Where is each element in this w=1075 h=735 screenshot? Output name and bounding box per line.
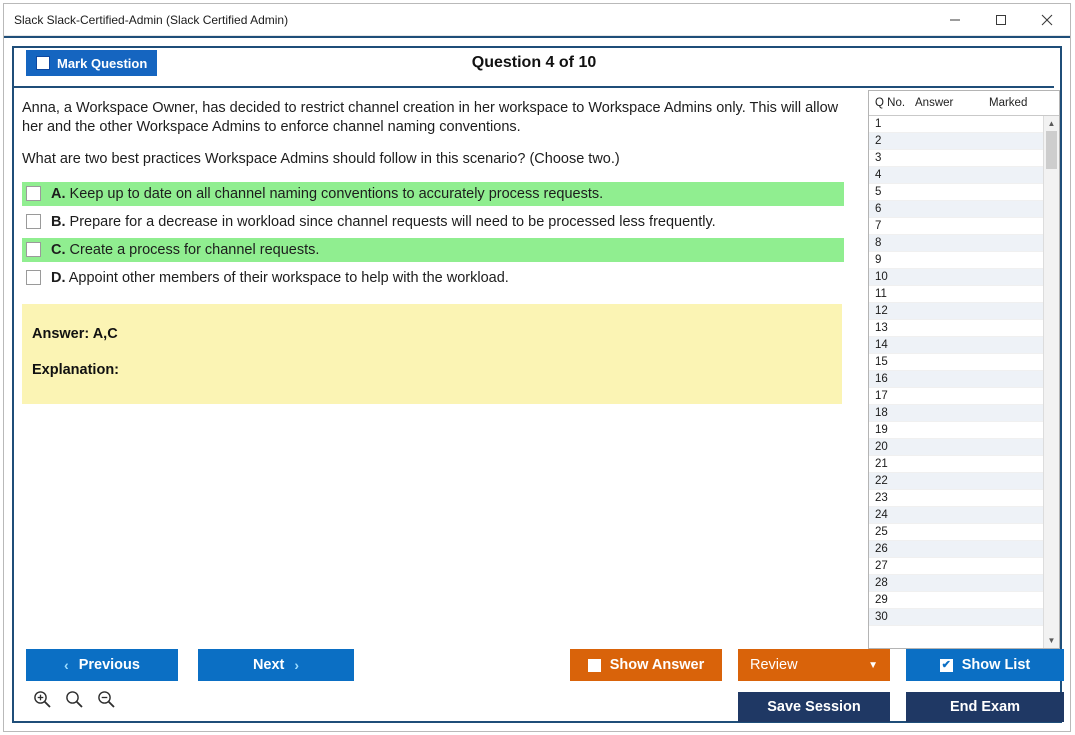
- question-list-row-number: 15: [875, 356, 888, 368]
- previous-chevron-icon: ‹: [64, 657, 69, 673]
- question-list-row[interactable]: [869, 439, 1059, 456]
- mark-question-button[interactable]: [26, 50, 157, 76]
- next-chevron-icon: ›: [294, 657, 300, 673]
- save-session-button[interactable]: [738, 692, 890, 722]
- question-list-row[interactable]: [869, 541, 1059, 558]
- page-title: Question 4 of 10: [471, 54, 597, 71]
- review-dropdown[interactable]: [738, 649, 890, 681]
- answer-key: Answer: A,C: [32, 326, 118, 342]
- question-list-row-number: 23: [875, 492, 888, 504]
- option-d[interactable]: [22, 266, 844, 290]
- question-list-scrollbar[interactable]: [1043, 116, 1059, 648]
- question-list-row[interactable]: [869, 150, 1059, 167]
- question-list-row-number: 21: [875, 458, 888, 470]
- question-pane: [14, 90, 850, 649]
- question-list-row-number: 26: [875, 543, 888, 555]
- close-button[interactable]: [1024, 4, 1070, 35]
- question-list-row[interactable]: [869, 575, 1059, 592]
- answer-options: [14, 182, 850, 290]
- question-list-row-number: 18: [875, 407, 888, 419]
- question-stem-paragraph: What are two best practices Workspace Admins should follow in this scenario? (Choose two.): [22, 151, 620, 167]
- close-icon: [1040, 13, 1054, 27]
- question-list-row-number: 17: [875, 390, 888, 402]
- previous-button[interactable]: [26, 649, 178, 681]
- question-list-row[interactable]: [869, 558, 1059, 575]
- question-list-row-number: 19: [875, 424, 888, 436]
- show-answer-checkbox-icon[interactable]: [588, 659, 601, 672]
- next-button[interactable]: [198, 649, 354, 681]
- scroll-down-icon[interactable]: ▼: [1047, 636, 1056, 645]
- next-label: Next: [252, 657, 285, 673]
- question-list-row[interactable]: [869, 337, 1059, 354]
- exam-body: [4, 36, 1070, 731]
- title-bar: [4, 4, 1070, 36]
- show-list-checkbox-icon[interactable]: ✔: [941, 658, 951, 671]
- question-list-row-number: 4: [875, 169, 882, 181]
- question-list-row-number: 22: [875, 475, 888, 487]
- option-d-body: Appoint other members of their workspace to help with the workload.: [68, 270, 509, 286]
- question-list-row-number: 27: [875, 560, 888, 572]
- question-list-row-number: 29: [875, 594, 888, 606]
- option-a-checkbox[interactable]: [26, 186, 41, 201]
- question-stem: [14, 90, 850, 169]
- option-c-text: [51, 241, 319, 259]
- question-list-row-number: 6: [875, 203, 882, 215]
- show-answer-label: Show Answer: [609, 657, 705, 673]
- question-list-row-number: 20: [875, 441, 888, 453]
- exam-header: [14, 48, 1054, 84]
- question-list-row-number: 1: [875, 118, 882, 130]
- option-a-letter: A.: [51, 186, 66, 202]
- application-window: [3, 3, 1071, 732]
- explanation-label: Explanation:: [32, 362, 120, 378]
- answer-explanation-box: [22, 304, 842, 404]
- question-list-header: [869, 91, 1059, 116]
- question-list-row[interactable]: [869, 235, 1059, 252]
- question-list-row-number: 7: [875, 220, 882, 232]
- question-list-row-number: 2: [875, 135, 882, 147]
- question-list-row[interactable]: [869, 490, 1059, 507]
- save-session-label: Save Session: [767, 699, 861, 715]
- zoom-out-icon[interactable]: [96, 689, 116, 709]
- question-list-row[interactable]: [869, 388, 1059, 405]
- previous-label: Previous: [78, 657, 140, 673]
- column-header-marked: Marked: [989, 97, 1028, 109]
- zoom-reset-icon[interactable]: [64, 689, 84, 709]
- option-a-body: Keep up to date on all channel naming conventions to accurately process requests.: [69, 186, 604, 202]
- option-a-text: [51, 185, 603, 203]
- option-b-checkbox[interactable]: [26, 214, 41, 229]
- header-divider: [14, 86, 1054, 88]
- column-header-qno: Q No.: [875, 97, 906, 109]
- question-list-row-number: 28: [875, 577, 888, 589]
- question-list-row[interactable]: [869, 405, 1059, 422]
- question-list-row[interactable]: [869, 456, 1059, 473]
- question-list-row-number: 24: [875, 509, 888, 521]
- option-d-checkbox[interactable]: [26, 270, 41, 285]
- show-list-label: Show List: [961, 657, 1031, 673]
- question-list-row[interactable]: [869, 269, 1059, 286]
- question-list-row[interactable]: [869, 524, 1059, 541]
- question-list-row[interactable]: [869, 592, 1059, 609]
- show-list-button[interactable]: [906, 649, 1064, 681]
- option-b-body: Prepare for a decrease in workload since channel requests will need to be processed less frequently.: [69, 214, 716, 230]
- column-header-answer: Answer: [915, 97, 954, 109]
- question-list-row-number: 11: [875, 288, 887, 300]
- question-list-row[interactable]: [869, 252, 1059, 269]
- mark-question-label: Mark Question: [57, 55, 148, 71]
- question-list-row-number: 16: [875, 373, 888, 385]
- maximize-button[interactable]: [978, 4, 1024, 35]
- question-list-row[interactable]: [869, 354, 1059, 371]
- question-list-row[interactable]: [869, 218, 1059, 235]
- question-list-row[interactable]: [869, 609, 1059, 626]
- question-list-row-number: 30: [875, 611, 888, 623]
- question-list-row[interactable]: [869, 303, 1059, 320]
- option-b-text: [51, 213, 716, 231]
- question-list-row-number: 3: [875, 152, 882, 164]
- zoom-in-icon[interactable]: [32, 689, 52, 709]
- review-label: Review: [750, 657, 798, 673]
- question-list-row-number: 5: [875, 186, 882, 198]
- question-list-row-number: 13: [875, 322, 888, 334]
- option-c[interactable]: [22, 238, 844, 262]
- question-list-row-number: 10: [875, 271, 888, 283]
- question-list-row[interactable]: [869, 286, 1059, 303]
- end-exam-button[interactable]: [906, 692, 1064, 722]
- option-b-letter: B.: [51, 214, 66, 230]
- question-list-row-number: 8: [875, 237, 882, 249]
- end-exam-label: End Exam: [949, 699, 1021, 715]
- mark-question-checkbox-icon[interactable]: [36, 56, 50, 70]
- option-b[interactable]: [22, 210, 844, 234]
- option-d-text: [51, 269, 509, 287]
- option-a[interactable]: [22, 182, 844, 206]
- maximize-icon: [995, 14, 1007, 26]
- question-list-row[interactable]: [869, 184, 1059, 201]
- question-list-row-number: 9: [875, 254, 882, 266]
- question-list-row[interactable]: [869, 201, 1059, 218]
- option-c-body: Create a process for channel requests.: [69, 242, 320, 258]
- question-list-row[interactable]: [869, 167, 1059, 184]
- question-list-rows[interactable]: [869, 116, 1059, 648]
- minimize-icon: [949, 14, 961, 26]
- scroll-up-icon[interactable]: ▲: [1047, 119, 1056, 128]
- question-list-row[interactable]: [869, 116, 1059, 133]
- option-c-checkbox[interactable]: [26, 242, 41, 257]
- question-list-row[interactable]: [869, 422, 1059, 439]
- question-list-row[interactable]: [869, 371, 1059, 388]
- question-list-row-number: 14: [875, 339, 888, 351]
- zoom-toolbar: [32, 689, 116, 709]
- window-title: Slack Slack-Certified-Admin (Slack Certified Admin): [14, 12, 289, 27]
- question-list-row-number: 12: [875, 305, 888, 317]
- question-list-row[interactable]: [869, 320, 1059, 337]
- question-list-panel: [868, 90, 1060, 649]
- chevron-down-icon: ▼: [868, 659, 878, 671]
- question-stem-paragraph: Anna, a Workspace Owner, has decided to restrict channel creation in her workspace to Workspace Admins only. This will allow her and the other Workspace Admins to enforce channel naming conventions.: [22, 100, 839, 135]
- question-list-row[interactable]: [869, 473, 1059, 490]
- question-list-row-number: 25: [875, 526, 888, 538]
- option-d-letter: D.: [51, 270, 66, 286]
- exam-footer: [14, 649, 1060, 725]
- question-list-row[interactable]: [869, 133, 1059, 150]
- question-list-row[interactable]: [869, 507, 1059, 524]
- option-c-letter: C.: [51, 242, 66, 258]
- show-answer-button[interactable]: [570, 649, 722, 681]
- minimize-button[interactable]: [932, 4, 978, 35]
- scrollbar-thumb[interactable]: [1046, 131, 1057, 169]
